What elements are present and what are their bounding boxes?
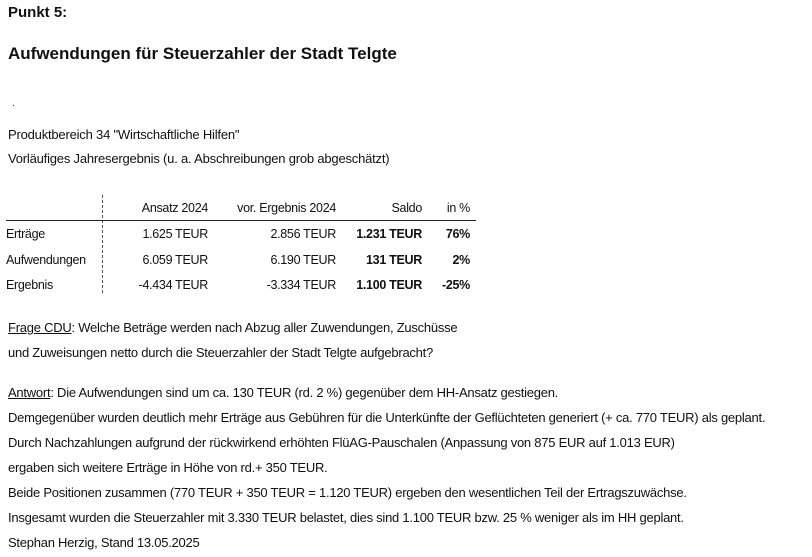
section-number: Punkt 5: <box>8 4 68 21</box>
cell-ergebnis: 2.856 TEUR <box>270 227 336 241</box>
cell-prozent: 76% <box>445 227 470 241</box>
antwort-text: : Die Aufwendungen sind um ca. 130 TEUR (rd. 2 %) gegenüber dem HH-Ansatz gestiegen. <box>50 385 559 400</box>
cell-ansatz: 6.059 TEUR <box>142 253 208 267</box>
cell-ansatz: 1.625 TEUR <box>142 227 208 241</box>
header-saldo: Saldo <box>391 201 422 215</box>
results-table <box>6 201 476 297</box>
stray-dot: . <box>12 98 15 109</box>
frage-text: : Welche Beträge werden nach Abzug aller Zuwendungen, Zuschüsse <box>71 320 458 335</box>
cell-ergebnis: -3.334 TEUR <box>266 278 336 292</box>
row-label-aufwendungen: Aufwendungen <box>6 253 86 267</box>
cell-ergebnis: 6.190 TEUR <box>270 253 336 267</box>
produktbereich-line: Produktbereich 34 "Wirtschaftliche Hilfen" <box>8 127 240 142</box>
jahresergebnis-line: Vorläufiges Jahresergebnis (u. a. Abschreibungen grob abgeschätzt) <box>8 151 390 166</box>
cell-saldo: 1.231 TEUR <box>356 227 422 241</box>
header-ergebnis: vor. Ergebnis 2024 <box>237 201 336 215</box>
cell-ansatz: -4.434 TEUR <box>138 278 208 292</box>
cell-saldo: 131 TEUR <box>366 253 422 267</box>
cell-saldo: 1.100 TEUR <box>356 278 422 292</box>
header-ansatz: Ansatz 2024 <box>141 201 208 215</box>
antwort-line-4: ergaben sich weitere Erträge in Höhe von rd.+ 350 TEUR. <box>8 460 328 475</box>
antwort-line-1 <box>8 385 558 400</box>
frage-line-1 <box>8 320 457 335</box>
frage-label: Frage CDU <box>8 320 72 335</box>
frage-line-2: und Zuweisungen netto durch die Steuerzahler der Stadt Telgte aufgebracht? <box>8 345 434 360</box>
antwort-line-5: Beide Positionen zusammen (770 TEUR + 350 TEUR = 1.120 TEUR) ergeben den wesentlichen Teil der Ertragszuwächse. <box>8 485 687 500</box>
row-label-ertraege: Erträge <box>6 227 45 241</box>
cell-prozent: 2% <box>452 253 470 267</box>
table-header-rule <box>6 220 476 221</box>
antwort-line-3: Durch Nachzahlungen aufgrund der rückwirkend erhöhten FlüAG-Pauschalen (Anpassung von 875 EUR auf 1.013 EUR) <box>8 435 675 450</box>
antwort-line-2: Demgegenüber wurden deutlich mehr Erträge aus Gebühren für die Unterkünfte der Geflüchteten generiert (+ ca. 770 TEUR) als geplant. <box>8 410 766 425</box>
antwort-label: Antwort <box>8 385 51 400</box>
signature-line: Stephan Herzig, Stand 13.05.2025 <box>8 535 200 550</box>
header-prozent: in % <box>446 201 470 215</box>
antwort-line-6: Insgesamt wurden die Steuerzahler mit 3.330 TEUR belastet, dies sind 1.100 TEUR bzw. 25 % weniger als im HH geplant. <box>8 510 684 525</box>
table-vertical-divider <box>102 195 103 293</box>
row-label-ergebnis: Ergebnis <box>6 278 53 292</box>
page-title: Aufwendungen für Steuerzahler der Stadt Telgte <box>8 44 397 63</box>
cell-prozent: -25% <box>442 278 470 292</box>
